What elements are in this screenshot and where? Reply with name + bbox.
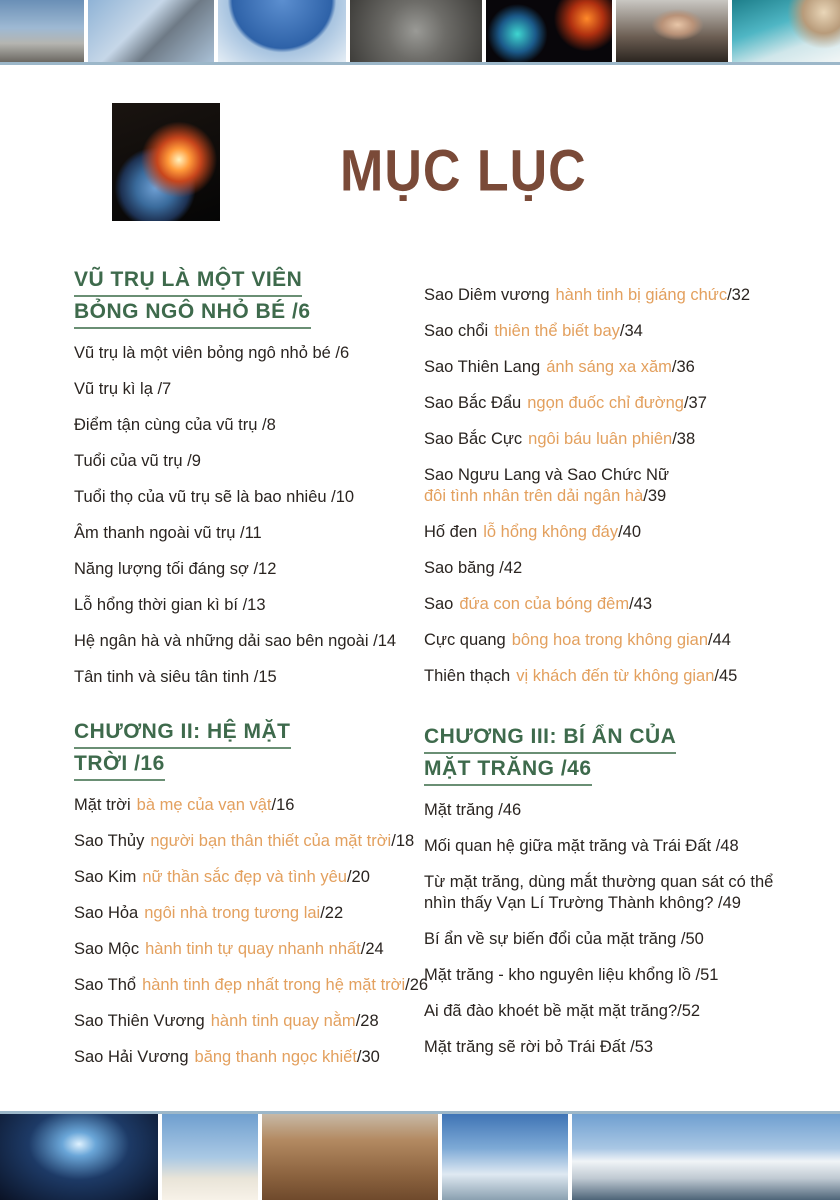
entry-page: /26 — [405, 976, 429, 994]
entry-page: /34 — [619, 322, 643, 340]
scientist-portrait-photo — [616, 0, 732, 62]
toc-entry[interactable]: Hố đen lỗ hổng không đáy/40 — [424, 523, 642, 541]
entry-subtitle: người bạn thân thiết của mặt trời — [150, 832, 392, 850]
mars-surface-photo — [262, 1114, 442, 1200]
toc-entry[interactable]: Sao Thiên Lang ánh sáng xa xăm/36 — [424, 358, 695, 376]
toc-entry[interactable]: Sao Mộc hành tinh tự quay nhanh nhất/24 — [74, 940, 384, 958]
bottom-photo-strip — [0, 1111, 840, 1200]
toc-entry[interactable]: Tuổi thọ của vũ trụ sẽ là bao nhiêu /10 — [74, 488, 355, 506]
entry-subtitle: đứa con của bóng đêm — [459, 595, 630, 613]
entry-page: /32 — [727, 286, 751, 304]
chapter-2-continued-entries — [424, 285, 814, 687]
toc-entry[interactable]: Vũ trụ là một viên bỏng ngô nhỏ bé /6 — [74, 344, 350, 362]
toc-entry[interactable]: Sao Diêm vương hành tinh bị giáng chức/32 — [424, 286, 751, 304]
entry-subtitle: nữ thần sắc đẹp và tình yêu — [142, 868, 347, 886]
toc-entry[interactable]: Sao Kim nữ thần sắc đẹp và tình yêu/20 — [74, 868, 370, 886]
toc-entry[interactable]: Âm thanh ngoài vũ trụ /11 — [74, 524, 262, 542]
toc-entry[interactable]: Mặt trăng sẽ rời bỏ Trái Đất /53 — [424, 1038, 654, 1056]
toc-entry[interactable]: Sao Thổ hành tinh đẹp nhất trong hệ mặt trời/26 — [74, 976, 429, 994]
entry-subtitle-line — [424, 486, 814, 507]
chapter-1-heading — [74, 265, 311, 329]
entry-subtitle: hành tinh bị giáng chức — [555, 286, 728, 304]
toc-entry[interactable]: Năng lượng tối đáng sợ /12 — [74, 560, 277, 578]
toc-entry[interactable]: Mặt trời bà mẹ của vạn vật/16 — [74, 796, 295, 814]
top-photo-strip — [0, 0, 840, 65]
toc-entry[interactable]: Sao Hải Vương băng thanh ngọc khiết/30 — [74, 1048, 380, 1066]
entry-page: /38 — [672, 430, 696, 448]
toc-entry[interactable]: Sao Hỏa ngôi nhà trong tương lai/22 — [74, 904, 344, 922]
entry-subtitle: lỗ hổng không đáy — [483, 523, 619, 541]
toc-entry[interactable]: Bí ẩn về sự biến đổi của mặt trăng /50 — [424, 930, 704, 948]
entry-page: /44 — [708, 631, 731, 649]
toc-entry[interactable]: Sao đứa con của bóng đêm/43 — [424, 595, 653, 613]
entry-subtitle: ngọn đuốc chỉ đường — [527, 394, 684, 412]
entry-subtitle: ánh sáng xa xăm — [546, 358, 672, 376]
chapter-1-entries — [74, 343, 434, 688]
entry-page: /16 — [271, 796, 295, 814]
chapter-3-entries — [424, 800, 814, 1058]
entry-page: /40 — [618, 523, 642, 541]
entry-subtitle: ngôi báu luân phiên — [528, 430, 673, 448]
toc-entry[interactable]: Vũ trụ kì lạ /7 — [74, 380, 172, 398]
toc-entry[interactable]: Lỗ hổng thời gian kì bí /13 — [74, 596, 266, 614]
entry-page: /20 — [346, 868, 370, 886]
toc-left-column — [74, 265, 434, 1083]
toc-entry[interactable]: Mặt trăng /46 — [424, 801, 522, 819]
planet-collision-image — [112, 103, 220, 221]
galaxy-photo — [0, 1114, 162, 1200]
toc-entry[interactable]: Sao băng /42 — [424, 559, 523, 577]
entry-subtitle: hành tinh đẹp nhất trong hệ mặt trời — [142, 976, 406, 994]
entry-subtitle: bông hoa trong không gian — [511, 631, 709, 649]
entry-page: /37 — [683, 394, 707, 412]
earth-core-diagram-photo — [732, 0, 840, 62]
page-title: MỤC LỤC — [340, 139, 587, 205]
chapter-2-heading-line2: TRỜI /16 — [74, 749, 165, 781]
toc-entry[interactable]: Mặt trăng - kho nguyên liệu khổng lồ /51 — [424, 966, 719, 984]
toc-entry[interactable]: Sao Bắc Đẩu ngọn đuốc chỉ đường/37 — [424, 394, 707, 412]
chapter-2-heading-line1: CHƯƠNG II: HỆ MẶT — [74, 717, 291, 749]
entry-page: /36 — [671, 358, 695, 376]
entry-page: /22 — [320, 904, 344, 922]
rocket-launch-photo — [162, 1114, 262, 1200]
toc-entry[interactable]: Sao Thiên Vương hành tinh quay nằm/28 — [74, 1012, 379, 1030]
toc-entry[interactable]: Sao chổi thiên thể biết bay/34 — [424, 322, 643, 340]
toc-right-column — [424, 285, 814, 1073]
entry-subtitle: bà mẹ của vạn vật — [136, 796, 272, 814]
toc-entry[interactable]: Thiên thạch vị khách đến từ không gian/45 — [424, 667, 738, 685]
space-station-photo — [88, 0, 218, 62]
toc-entry[interactable]: Từ mặt trăng, dùng mắt thường quan sát có thể nhìn thấy Vạn Lí Trường Thành không? /49 — [424, 873, 774, 912]
entry-page: /39 — [643, 487, 667, 505]
entry-subtitle: hành tinh quay nằm — [210, 1012, 356, 1030]
chapter-1-heading-line1: VŨ TRỤ LÀ MỘT VIÊN — [74, 265, 302, 297]
entry-page: /45 — [714, 667, 738, 685]
toc-entry[interactable]: Sao Thủy người bạn thân thiết của mặt trời/18 — [74, 832, 415, 850]
ufo-sky-photo — [442, 1114, 572, 1200]
nebula-photo — [486, 0, 616, 62]
lunar-rover-photo — [0, 0, 88, 62]
toc-entry[interactable]: Sao Bắc Cực ngôi báu luân phiên/38 — [424, 430, 696, 448]
snowy-mountain-photo — [572, 1114, 840, 1200]
entry-subtitle: hành tinh tự quay nhanh nhất — [145, 940, 361, 958]
entry-subtitle: băng thanh ngọc khiết — [194, 1048, 357, 1066]
toc-entry[interactable]: Điểm tận cùng của vũ trụ /8 — [74, 416, 276, 434]
entry-subtitle: vị khách đến từ không gian — [516, 667, 715, 685]
chapter-1-heading-line2: BỎNG NGÔ NHỎ BÉ /6 — [74, 297, 311, 329]
toc-entry[interactable]: Tuổi của vũ trụ /9 — [74, 452, 201, 470]
entry-page: /18 — [391, 832, 415, 850]
entry-subtitle: đôi tình nhân trên dải ngân hà — [424, 487, 644, 505]
neptune-planet-photo — [218, 0, 350, 62]
entry-page: /28 — [355, 1012, 379, 1030]
entry-page: /43 — [629, 595, 653, 613]
toc-entry[interactable]: Mối quan hệ giữa mặt trăng và Trái Đất /48 — [424, 837, 739, 855]
entry-subtitle: thiên thể biết bay — [494, 322, 620, 340]
chapter-2-entries — [74, 795, 434, 1068]
lunar-surface-photo — [350, 0, 486, 62]
entry-page: /24 — [360, 940, 384, 958]
entry-subtitle: ngôi nhà trong tương lai — [144, 904, 321, 922]
toc-entry[interactable]: Ai đã đào khoét bề mặt mặt trăng?/52 — [424, 1002, 701, 1020]
chapter-3-heading-line2: MẶT TRĂNG /46 — [424, 754, 592, 786]
toc-entry[interactable]: Sao Ngưu Lang và Sao Chức Nữ đôi tình nhân trên dải ngân hà/39 — [424, 465, 814, 507]
toc-entry[interactable]: Hệ ngân hà và những dải sao bên ngoài /14 — [74, 632, 397, 650]
toc-entry[interactable]: Cực quang bông hoa trong không gian/44 — [424, 631, 731, 649]
toc-entry[interactable]: Tân tinh và siêu tân tinh /15 — [74, 668, 277, 686]
chapter-3-heading-line1: CHƯƠNG III: BÍ ẨN CỦA — [424, 722, 676, 754]
chapter-3-heading — [424, 722, 676, 786]
chapter-2-heading — [74, 717, 291, 781]
entry-page: /30 — [356, 1048, 380, 1066]
